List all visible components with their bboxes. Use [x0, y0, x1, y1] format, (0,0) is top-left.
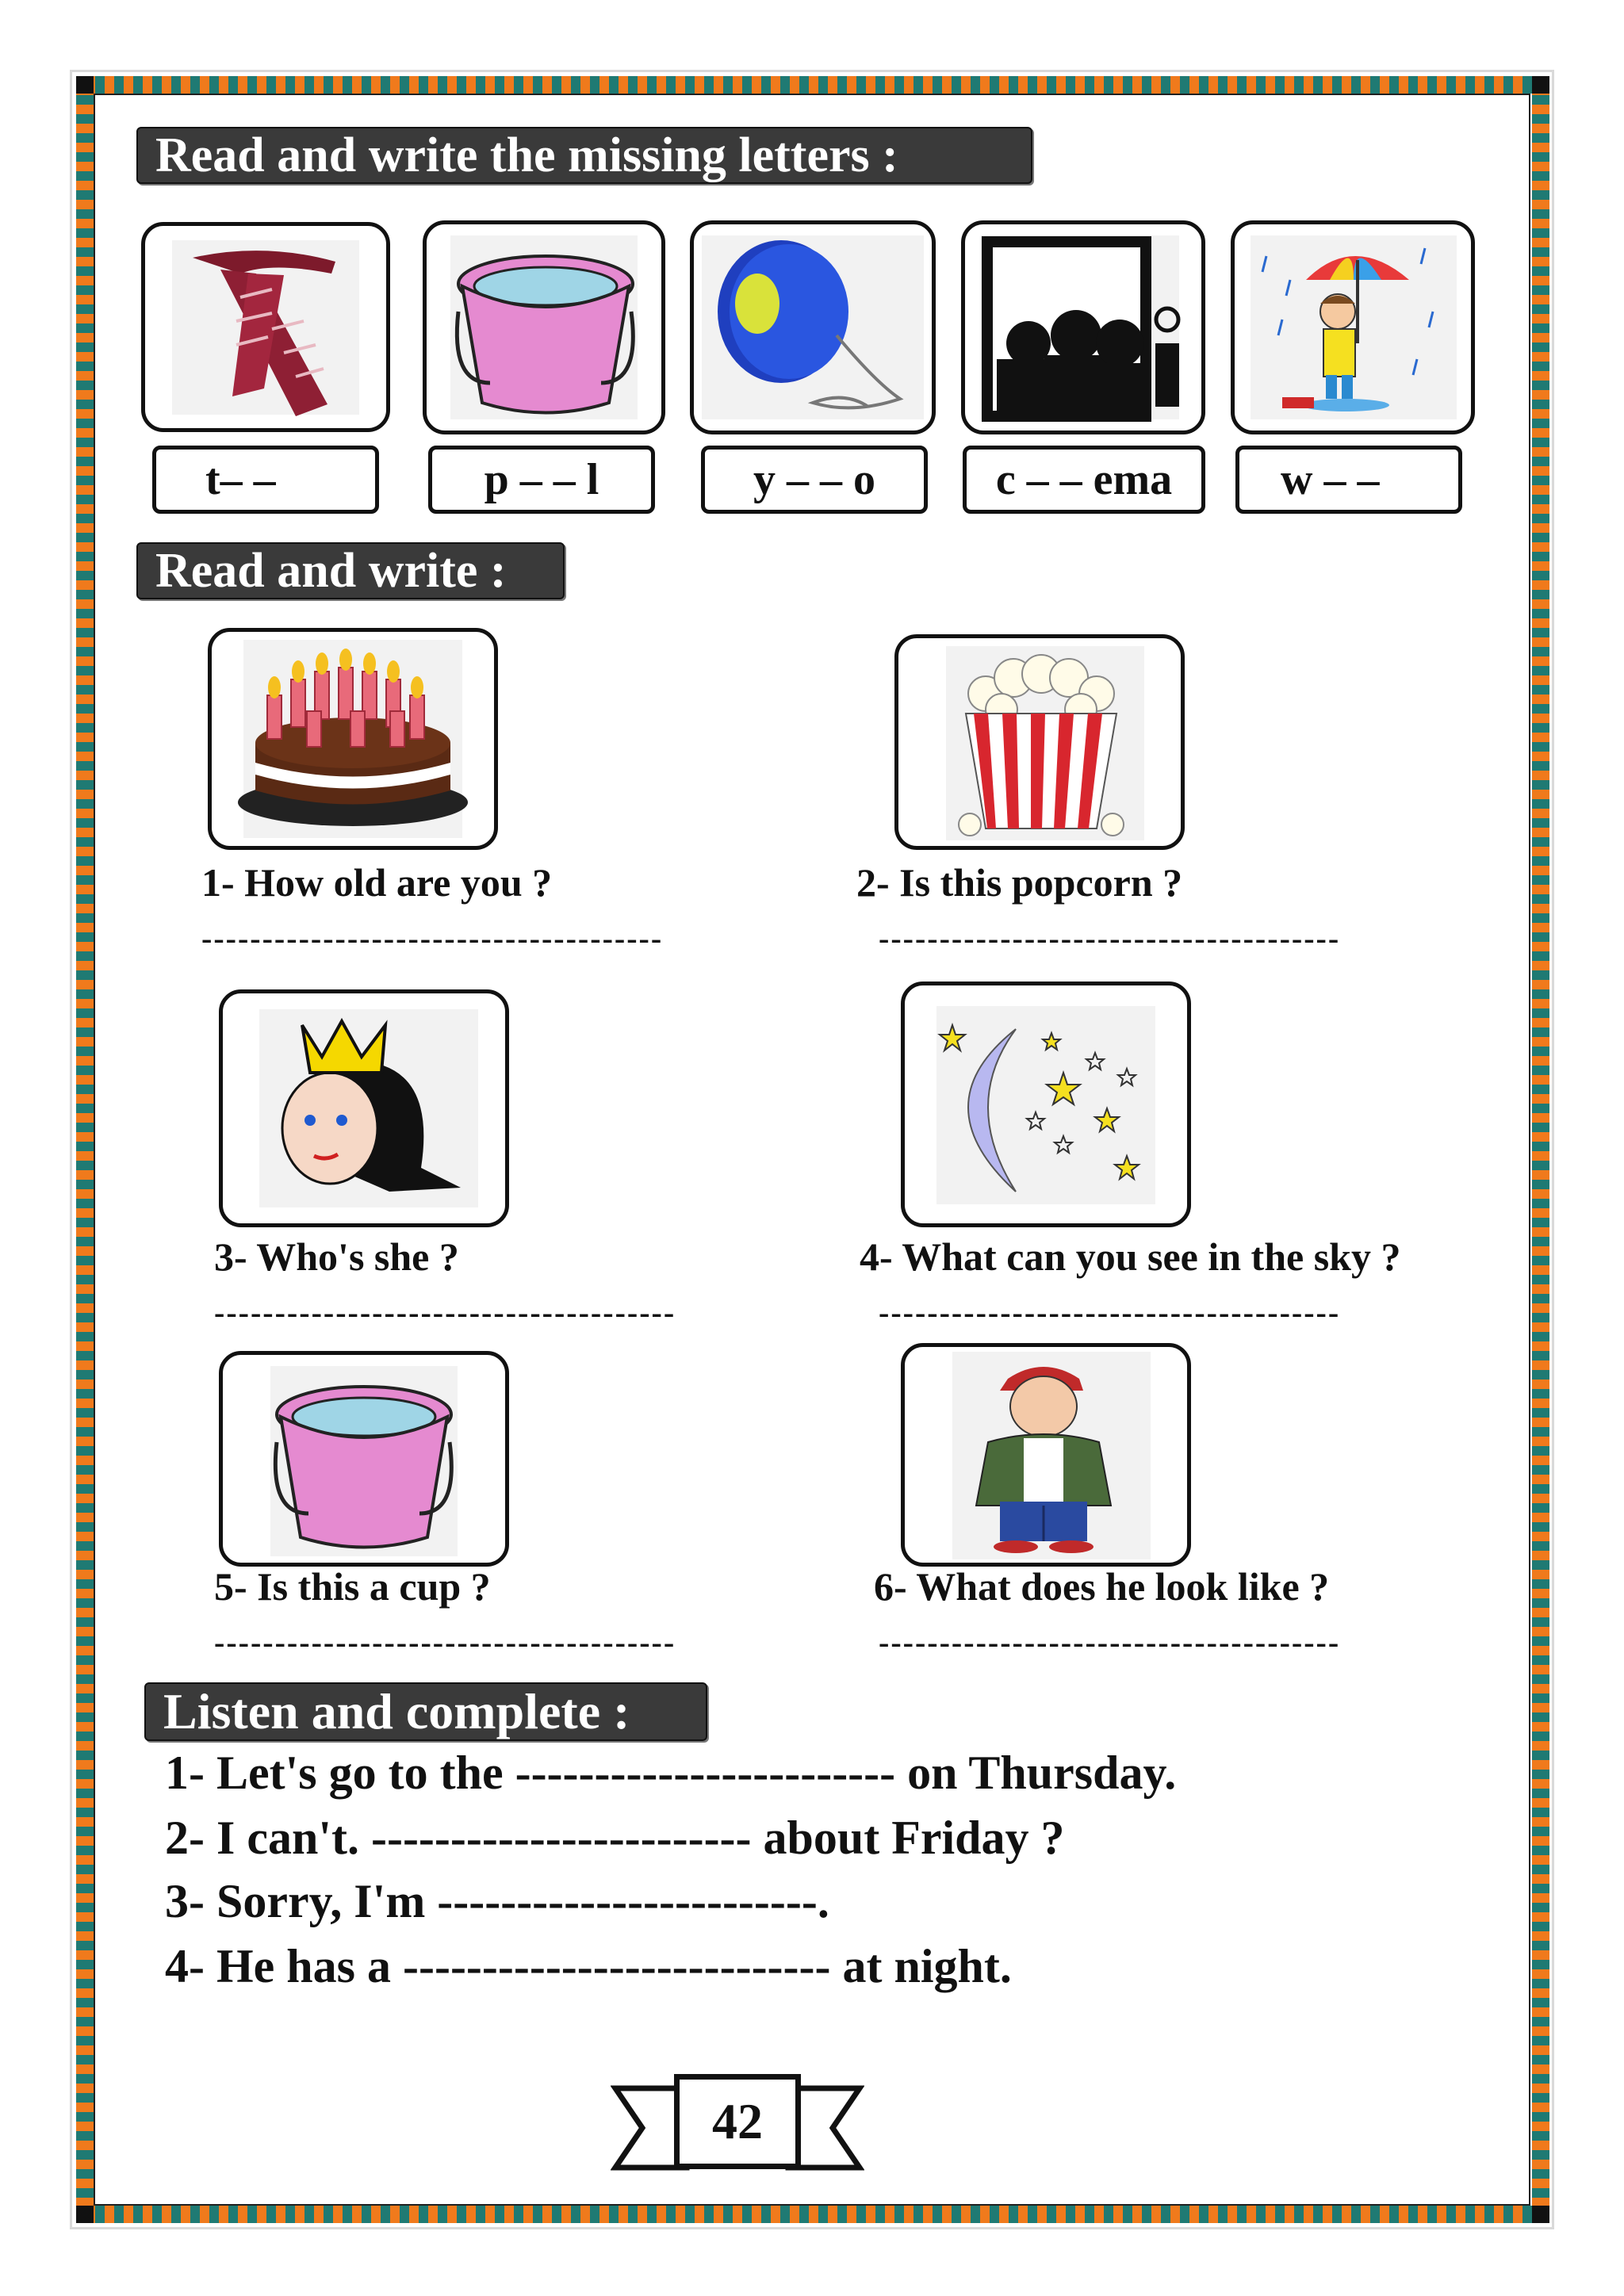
listen-sentence-4: 4- He has a --------------------------- at night.: [165, 1940, 1012, 1992]
cinema-picture: [961, 220, 1205, 434]
missing-word-text: w – –: [1281, 455, 1380, 504]
bucket-picture: [423, 220, 665, 434]
yoyo-picture: [690, 220, 936, 434]
left-border: [76, 76, 94, 2223]
question-6: 6- What does he look like ?: [874, 1564, 1330, 1609]
corner: [1532, 2206, 1549, 2223]
answer-line-5[interactable]: --------------------------------------: [214, 1624, 676, 1660]
missing-word-box-2[interactable]: [428, 446, 655, 514]
missing-word-box-3[interactable]: [701, 446, 928, 514]
bucket-picture: [219, 1351, 509, 1567]
missing-word-box-4[interactable]: [963, 446, 1205, 514]
question-3: 3- Who's she ?: [214, 1234, 459, 1279]
heading-text: Read and write :: [155, 543, 507, 598]
missing-word-text: p – – l: [484, 455, 599, 504]
page-number: [674, 2074, 801, 2169]
birthday-cake-picture: [208, 628, 498, 850]
corner: [76, 76, 94, 94]
missing-word-text: t– –: [205, 455, 276, 504]
tie-picture: [141, 222, 390, 432]
page-number-text: 42: [712, 2093, 763, 2149]
question-2: 2- Is this popcorn ?: [856, 860, 1183, 905]
question-4: 4- What can you see in the sky ?: [860, 1234, 1401, 1279]
listen-sentence-3: 3- Sorry, I'm ------------------------.: [165, 1875, 829, 1927]
popcorn-picture: [894, 634, 1185, 850]
missing-word-text: y – – o: [753, 455, 875, 504]
section-heading-listen-complete: [144, 1682, 707, 1741]
queen-picture: [219, 989, 509, 1227]
answer-line-1[interactable]: --------------------------------------: [201, 920, 664, 956]
section-heading-read-write: [136, 542, 565, 599]
missing-word-box-1[interactable]: [152, 446, 379, 514]
question-5: 5- Is this a cup ?: [214, 1564, 491, 1609]
answer-line-2[interactable]: --------------------------------------: [879, 920, 1341, 956]
bottom-border: [76, 2206, 1549, 2223]
corner: [1532, 76, 1549, 94]
top-border: [76, 76, 1549, 94]
moon-stars-picture: [901, 982, 1191, 1227]
answer-line-3[interactable]: --------------------------------------: [214, 1295, 676, 1330]
question-1: 1- How old are you ?: [201, 860, 553, 905]
listen-sentence-1: 1- Let's go to the ------------------------ on Thursday.: [165, 1747, 1177, 1799]
boy-picture: [901, 1343, 1191, 1567]
missing-word-text: c – – ema: [995, 455, 1173, 504]
rain-picture: [1231, 220, 1475, 434]
missing-word-box-5[interactable]: [1235, 446, 1462, 514]
listen-sentence-2: 2- I can't. ------------------------ about Friday ?: [165, 1812, 1065, 1864]
heading-text: Read and write the missing letters :: [155, 128, 898, 182]
corner: [76, 2206, 94, 2223]
section-heading-missing-letters: [136, 127, 1032, 184]
answer-line-6[interactable]: --------------------------------------: [879, 1624, 1341, 1660]
right-border: [1532, 76, 1549, 2223]
heading-text: Listen and complete :: [163, 1683, 630, 1739]
answer-line-4[interactable]: --------------------------------------: [879, 1295, 1341, 1330]
